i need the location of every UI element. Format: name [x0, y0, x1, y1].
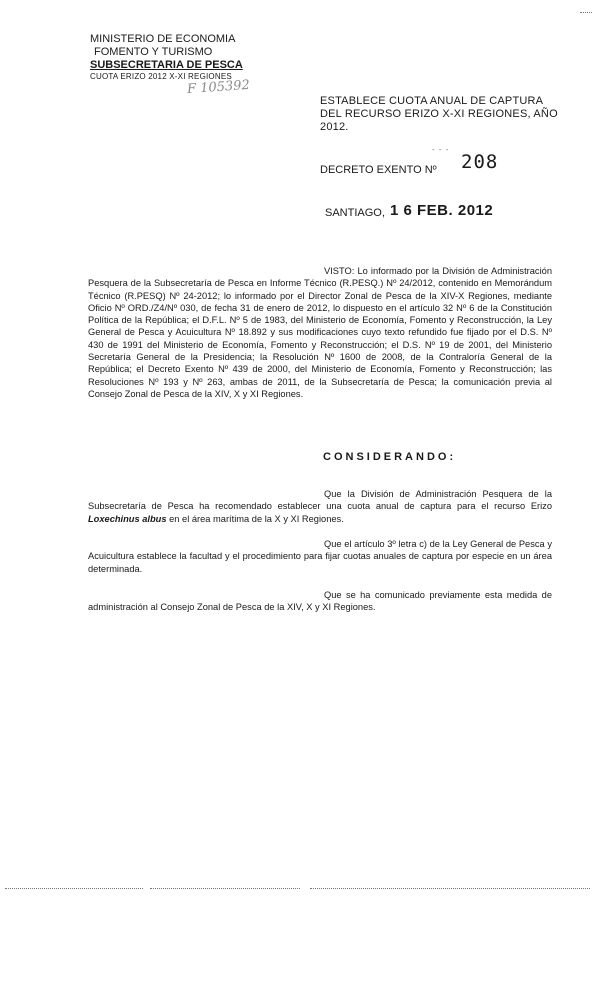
file-reference: CUOTA ERIZO 2012 X-XI REGIONES: [90, 72, 232, 81]
scan-artifact-line: [5, 888, 143, 889]
species-name: Loxechinus albus: [88, 513, 167, 524]
decree-title: ESTABLECE CUOTA ANUAL DE CAPTURA DEL RECURSO ERIZO X-XI REGIONES, AÑO 2012.: [320, 95, 558, 133]
considerando-paragraph-3: Que se ha comunicado previamente esta medida de administración al Consejo Zonal de Pesca de la XIV, X y XI Regiones.: [88, 590, 552, 613]
place-label: SANTIAGO,: [325, 207, 385, 219]
decree-number: 208: [461, 151, 499, 173]
scan-mark: - - -: [432, 145, 450, 154]
visto-paragraph: [88, 265, 552, 400]
considerando-paragraph-2: Que el artículo 3º letra c) de la Ley General de Pesca y Acuicultura establece la facultad y el procedimiento para fijar cuotas anuales de captura por especie en un área determinada.: [88, 539, 552, 574]
date-stamp: 1 6 FEB. 2012: [390, 202, 494, 219]
visto-keyword: VISTO:: [324, 266, 355, 276]
considerando-heading: CONSIDERANDO:: [323, 451, 457, 463]
ministry-subname: FOMENTO Y TURISMO: [94, 46, 213, 58]
subsecretaria-name: SUBSECRETARIA DE PESCA: [90, 59, 243, 71]
scan-artifact-line: [310, 888, 590, 889]
visto-text: Lo informado por la División de Administración Pesquera de la Subsecretaría de Pesca en Informe Técnico (R.PESQ.) Nº 24/2012, contenido en Memorándum Técnico (R.PESQ) Nº 24-2012; lo informado por el Director Zonal de Pesca de la XIV-X Regiones, mediante Oficio Nº ORD./Z4/Nº 030, de fecha 31 de enero de 2012, lo dispuesto en el artículo 32 Nº 6 de la Constitución Política de la República; el D.F.L. Nº 5 de 1983, del Ministerio de Economía, Fomento y Reconstrucción, la Ley General de Pesca y Acuicultura Nº 18.892 y sus modificaciones cuyo texto refundido fue fijado por el D.S. Nº 430 de 1991 del Ministerio de Economía, Fomento y Reconstrucción; el D.S. Nº 19 de 2001, del Ministerio Secretaría General de la Presidencia; la Resolución Nº 1600 de 2008, de la Contraloría General de la República; el Decreto Exento Nº 439 de 2000, del Ministerio de Economía, Fomento y Reconstrucción; las Resoluciones Nº 193 y Nº 263, ambas de 2011, de la Subsecretaría de Pesca; la comunicación previa al Consejo Zonal de Pesca de la XIV, X y XI Regiones.: [88, 266, 552, 399]
considerando-paragraph-1: Que la División de Administración Pesquera de la Subsecretaría de Pesca ha recomendado establecer una cuota anual de captura para el recurso Erizo Loxechinus albus en el área marítima de la X y XI Regiones.: [88, 489, 552, 524]
ministry-name: MINISTERIO DE ECONOMIA: [90, 33, 236, 45]
scan-artifact-line: [580, 12, 592, 13]
scan-artifact-line: [150, 888, 300, 889]
handwritten-note: F 105392: [186, 77, 251, 98]
letterhead: [90, 33, 243, 82]
decree-label: DECRETO EXENTO Nº: [320, 164, 437, 176]
